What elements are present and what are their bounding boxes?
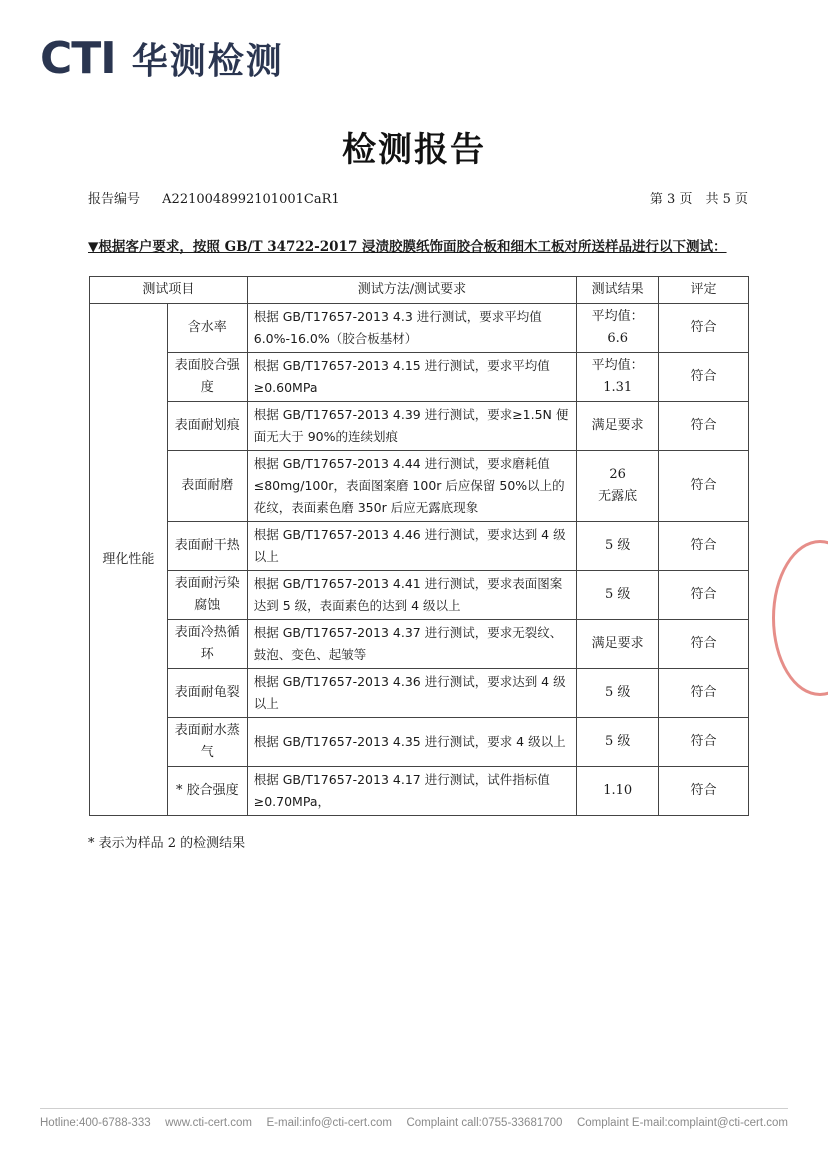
test-item-cell: * 胶合强度 <box>167 767 247 816</box>
header-grade: 评定 <box>659 277 749 304</box>
test-result-cell: 满足要求 <box>577 402 659 451</box>
test-item-cell: 含水率 <box>167 304 247 353</box>
report-meta <box>88 188 748 207</box>
test-grade-cell: 符合 <box>659 571 749 620</box>
test-grade-cell: 符合 <box>659 451 749 522</box>
test-grade-cell: 符合 <box>659 402 749 451</box>
test-result-cell: 平均值：6.6 <box>577 304 659 353</box>
test-item-cell: 表面耐磨 <box>167 451 247 522</box>
page-title: 检测报告 <box>342 130 486 170</box>
header-item: 测试项目 <box>90 277 248 304</box>
test-grade-cell: 符合 <box>659 304 749 353</box>
test-item-cell: 表面耐龟裂 <box>167 669 247 718</box>
test-item-cell: 表面冷热循环 <box>167 620 247 669</box>
test-method-cell: 根据 GB/T17657-2013 4.46 进行测试，要求达到 4 级以上 <box>247 522 576 571</box>
table-row <box>90 353 749 402</box>
logo-latin: CTI <box>40 32 116 84</box>
test-grade-cell: 符合 <box>659 353 749 402</box>
test-result-cell: 满足要求 <box>577 620 659 669</box>
header-result: 测试结果 <box>577 277 659 304</box>
test-method-cell: 根据 GB/T17657-2013 4.39 进行测试，要求≥1.5N 便面无大于 90%的连续划痕 <box>247 402 576 451</box>
table-row <box>90 718 749 767</box>
table-row <box>90 451 749 522</box>
test-item-cell: 表面耐污染腐蚀 <box>167 571 247 620</box>
logo-chinese: 华测检测 <box>131 40 284 82</box>
test-result-cell: 5 级 <box>577 522 659 571</box>
results-table <box>89 276 749 816</box>
table-row <box>90 522 749 571</box>
footnote: * 表示为样品 2 的检测结果 <box>88 836 246 851</box>
footer-complaint-call: Complaint call:0755-33681700 <box>406 1117 563 1129</box>
test-grade-cell: 符合 <box>659 767 749 816</box>
test-grade-cell: 符合 <box>659 669 749 718</box>
company-logo <box>40 34 284 82</box>
table-header-row <box>90 277 749 304</box>
footer-email: E-mail:info@cti-cert.com <box>266 1117 392 1129</box>
table-row <box>90 669 749 718</box>
seal-stamp <box>772 540 828 696</box>
report-no-label: 报告编号 <box>88 192 141 207</box>
category-cell: 理化性能 <box>90 304 168 816</box>
footer-complaint-email: Complaint E-mail:complaint@cti-cert.com <box>576 1117 788 1129</box>
page-footer <box>40 1108 788 1129</box>
test-item-cell: 表面耐干热 <box>167 522 247 571</box>
table-row <box>90 402 749 451</box>
table-row <box>90 767 749 816</box>
test-result-cell: 1.10 <box>577 767 659 816</box>
test-item-cell: 表面耐划痕 <box>167 402 247 451</box>
test-method-cell: 根据 GB/T17657-2013 4.36 进行测试，要求达到 4 级以上 <box>247 669 576 718</box>
intro-text: ▼根据客户要求，按照 GB/T 34722-2017 浸渍胶膜纸饰面胶合板和细木工板对所送样品进行以下测试： <box>88 239 727 255</box>
test-grade-cell: 符合 <box>659 718 749 767</box>
test-grade-cell: 符合 <box>659 620 749 669</box>
test-method-cell: 根据 GB/T17657-2013 4.3 进行测试，要求平均值 6.0%-16.0%（胶合板基材） <box>247 304 576 353</box>
table-row <box>90 571 749 620</box>
report-no: A2210048992101001CaR1 <box>162 192 340 207</box>
test-method-cell: 根据 GB/T17657-2013 4.35 进行测试，要求 4 级以上 <box>247 718 576 767</box>
test-method-cell: 根据 GB/T17657-2013 4.37 进行测试，要求无裂纹、鼓泡、变色、起皱等 <box>247 620 576 669</box>
test-method-cell: 根据 GB/T17657-2013 4.15 进行测试，要求平均值≥0.60MPa <box>247 353 576 402</box>
test-grade-cell: 符合 <box>659 522 749 571</box>
test-method-cell: 根据 GB/T17657-2013 4.44 进行测试，要求磨耗值≤80mg/100r，表面图案磨 100r 后应保留 50%以上的花纹，表面素色磨 350r 后应无露底现象 <box>247 451 576 522</box>
test-result-cell: 5 级 <box>577 571 659 620</box>
footer-website: www.cti-cert.com <box>165 1117 253 1129</box>
page-info: 第 3 页 共 5 页 <box>649 192 748 207</box>
test-item-cell: 表面胶合强度 <box>167 353 247 402</box>
test-item-cell: 表面耐水蒸气 <box>167 718 247 767</box>
test-method-cell: 根据 GB/T17657-2013 4.41 进行测试，要求表面图案达到 5 级，表面素色的达到 4 级以上 <box>247 571 576 620</box>
test-result-cell: 26 无露底 <box>577 451 659 522</box>
test-result-cell: 5 级 <box>577 718 659 767</box>
table-row <box>90 304 749 353</box>
test-result-cell: 平均值：1.31 <box>577 353 659 402</box>
footer-hotline: Hotline:400-6788-333 <box>40 1117 151 1129</box>
test-result-cell: 5 级 <box>577 669 659 718</box>
test-method-cell: 根据 GB/T17657-2013 4.17 进行测试，试件指标值≥0.70MPa， <box>247 767 576 816</box>
header-method: 测试方法/测试要求 <box>247 277 576 304</box>
table-row <box>90 620 749 669</box>
